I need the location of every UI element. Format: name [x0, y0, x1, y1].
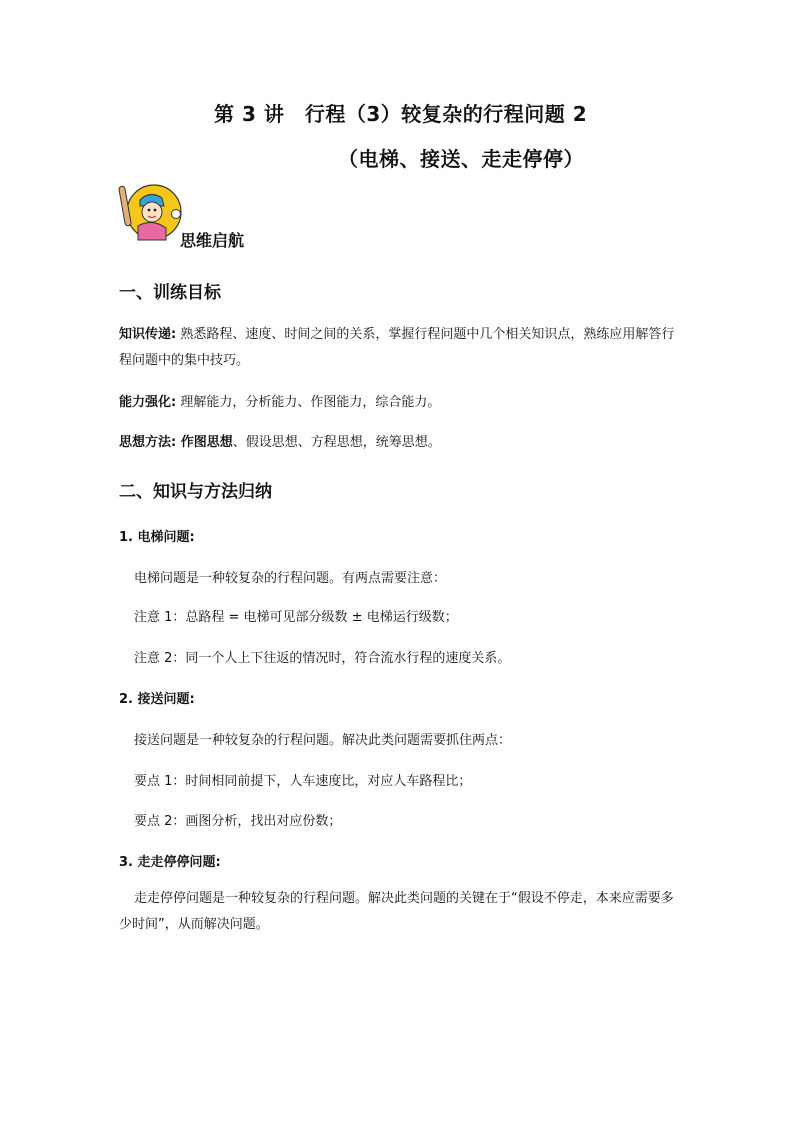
section-badge-label: 思维启航: [180, 231, 245, 250]
method-paragraph: [119, 430, 441, 456]
method-label: 思想方法:: [119, 435, 177, 450]
section2-heading: 二、知识与方法归纳: [119, 482, 272, 502]
knowledge-label: 知识传递:: [119, 327, 177, 342]
ability-paragraph: [119, 390, 440, 416]
mascot-icon: [118, 182, 184, 248]
lesson-title: 第 3 讲 行程（3）较复杂的行程问题 2: [214, 102, 588, 126]
elevator-note-1: 注意 1：总路程 = 电梯可见部分级数 ± 电梯运行级数；: [134, 610, 458, 625]
pickup-title: 2. 接送问题:: [119, 692, 195, 707]
pickup-point-1: 要点 1：时间相同前提下，人车速度比，对应人车路程比；: [134, 774, 472, 789]
stopgo-title: 3. 走走停停问题:: [119, 855, 221, 870]
ability-label: 能力强化:: [119, 395, 177, 410]
elevator-note-2: 注意 2：同一个人上下往返的情况时，符合流水行程的速度关系。: [134, 651, 511, 666]
stopgo-text: 走走停停问题是一种较复杂的行程问题。解决此类问题的关键在于“假设不停走，本来应需要多少时间”，从而解决问题。: [119, 891, 674, 932]
pickup-intro: 接送问题是一种较复杂的行程问题。解决此类问题需要抓住两点：: [134, 733, 512, 748]
method-bold-text: 作图思想: [176, 435, 233, 450]
lesson-subtitle: （电梯、接送、走走停停）: [338, 147, 584, 171]
elevator-title: 1. 电梯问题:: [119, 530, 195, 545]
pickup-point-2: 要点 2：画图分析，找出对应份数；: [134, 814, 342, 829]
knowledge-text: 熟悉路程、速度、时间之间的关系，掌握行程问题中几个相关知识点，熟练应用解答行程问题中的集中技巧。: [119, 327, 675, 368]
method-text: 、假设思想、方程思想，统筹思想。: [232, 435, 441, 450]
knowledge-paragraph: [119, 322, 679, 374]
elevator-intro: 电梯问题是一种较复杂的行程问题。有两点需要注意：: [134, 571, 447, 586]
section1-heading: 一、训练目标: [119, 283, 221, 303]
ability-text: 理解能力，分析能力、作图能力，综合能力。: [176, 395, 441, 410]
